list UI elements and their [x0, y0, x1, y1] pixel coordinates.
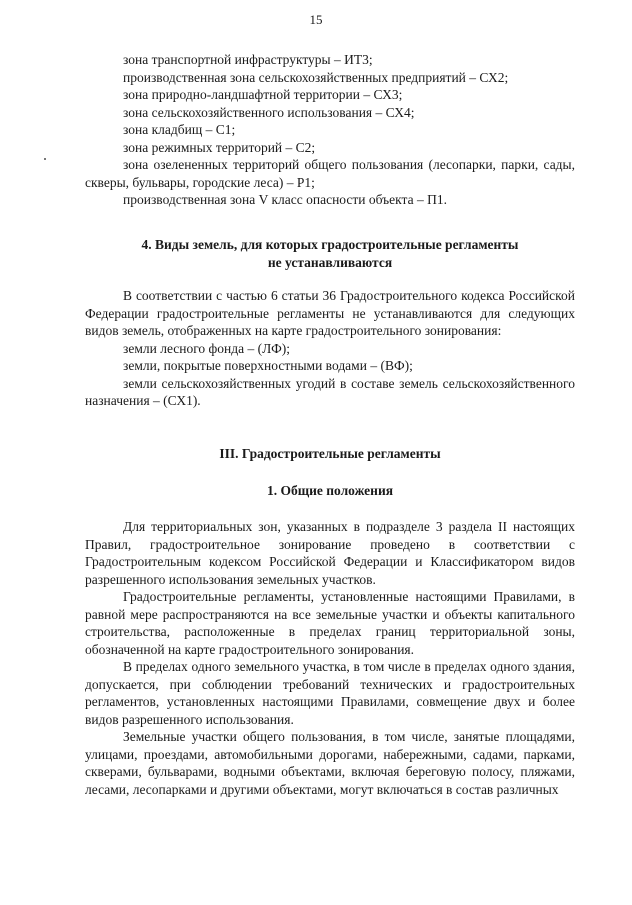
zone-item: производственная зона V класс опасности объекта – П1.: [123, 192, 447, 207]
zone-list: [85, 51, 575, 209]
zone-item: производственная зона сельскохозяйственных предприятий – СХ2;: [123, 69, 509, 85]
zone-item: зона транспортной инфраструктуры – ИТ3;: [123, 52, 373, 67]
page-number: 15: [309, 12, 323, 27]
section4-heading-line2: не устанавливаются: [267, 254, 393, 270]
body-paragraph: Земельные участки общего пользования, в том числе, занятые площадями, улицами, проездами, автомобильными дорогами, набережными, садами, парками, скверами, бульварами, водными объектами, включая береговую полосу, пляжами, лесами, лесопарками и другими объектами, могут включаться в состав различных: [85, 729, 575, 797]
zone-item: зона кладбищ – С1;: [123, 122, 236, 137]
land-type-item: земли, покрытые поверхностными водами – (ВФ);: [123, 358, 413, 373]
land-type-item: земли сельскохозяйственных угодий в составе земель сельскохозяйственного назначения – (СХ1).: [85, 375, 575, 408]
section4-heading-line1: 4. Виды земель, для которых градостроительные регламенты: [141, 237, 519, 252]
body-paragraph: Для территориальных зон, указанных в подразделе 3 раздела II настоящих Правил, градостроительное зонирование проведено в соответствии с Градостроительным кодексом Российской Федерации и Классификатором видов разрешенного использования земельных участков.: [85, 519, 575, 587]
margin-speck: [44, 158, 46, 160]
zone-item: зона озелененных территорий общего пользования (лесопарки, парки, сады, скверы, бульвары, городские леса) – Р1;: [85, 157, 575, 190]
zone-item: зона сельскохозяйственного использования – СХ4;: [123, 104, 415, 120]
zone-item: зона природно-ландшафтной территории – СХ3;: [123, 87, 403, 102]
section4-heading: [85, 236, 575, 271]
body-paragraph: В пределах одного земельного участка, в том числе в пределах одного здания, допускается, при соблюдении требований технических и градостроительных регламентов, установленных настоящими Правилами, совмещение двух и более видов разрешенного использования.: [85, 659, 575, 727]
part3-heading: III. Градостроительные регламенты: [219, 446, 441, 461]
section4-body: [85, 287, 575, 410]
section4-intro: В соответствии с частью 6 статьи 36 Градостроительного кодекса Российской Федерации градостроительные регламенты не устанавливаются для следующих видов земель, отображенных на карте градостроительного зонирования:: [85, 288, 575, 338]
body-paragraph: Градостроительные регламенты, установленные настоящими Правилами, в равной мере распространяются на все земельные участки и объекты капитального строительства, расположенные в пределах границ территориальной зоны, обозначенной на карте градостроительного зонирования.: [85, 589, 575, 657]
land-type-item: земли лесного фонда – (ЛФ);: [123, 340, 291, 356]
general-provisions-heading: 1. Общие положения: [266, 483, 394, 498]
zone-item: зона режимных территорий – С2;: [123, 139, 316, 155]
general-provisions-body: [85, 518, 575, 798]
